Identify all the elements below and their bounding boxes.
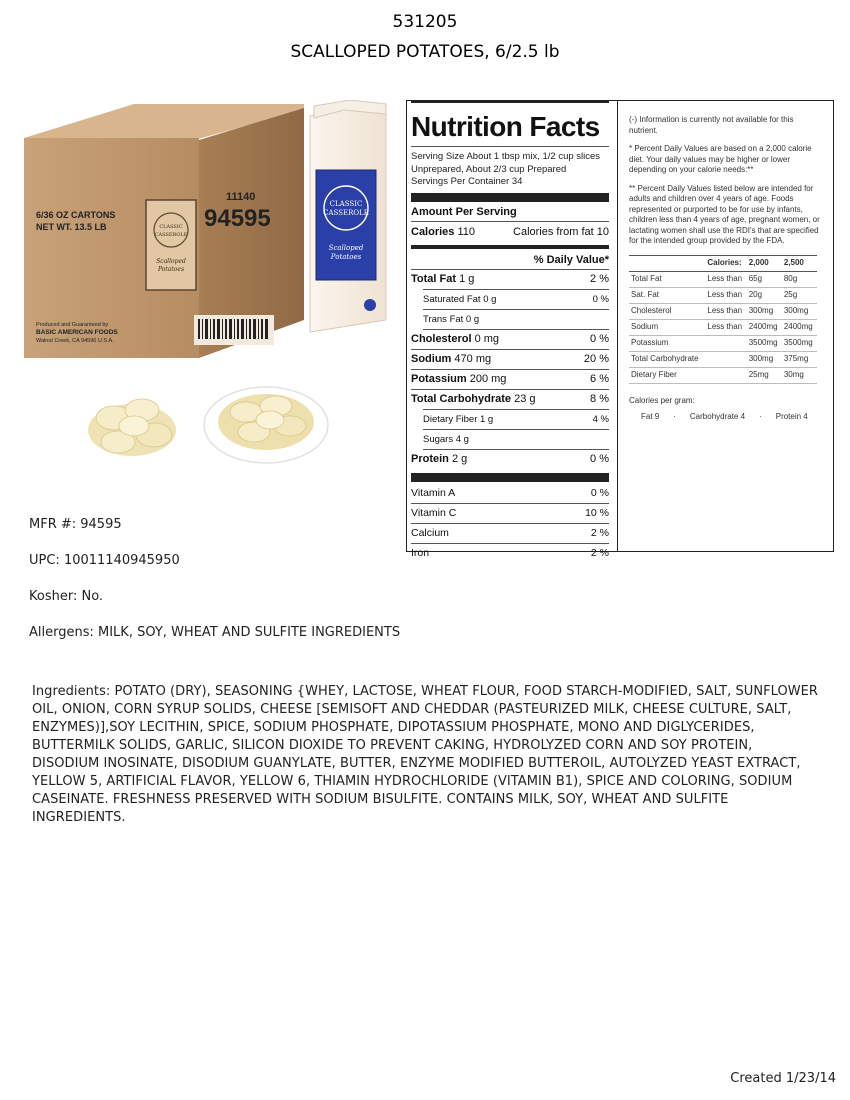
protein-per-gram: Protein 4 bbox=[775, 412, 808, 421]
title-rule bbox=[411, 146, 609, 147]
dv-table-header-cell bbox=[629, 255, 705, 271]
vitamin-label: Vitamin A bbox=[411, 486, 456, 499]
calories-rule bbox=[411, 245, 609, 249]
dv-table-cell: 25mg bbox=[747, 367, 782, 383]
carton-product2: Potatoes bbox=[330, 253, 362, 261]
dv-table-cell bbox=[705, 367, 746, 383]
product-illustration bbox=[14, 100, 400, 480]
carton-product1: Scalloped bbox=[328, 244, 364, 252]
dv-table-cell: 375mg bbox=[782, 351, 817, 367]
serving-prepared: Unprepared, About 2/3 cup Prepared bbox=[411, 163, 567, 175]
dv-table-cell: 30mg bbox=[782, 367, 817, 383]
box-logo-brand1: CLASSIC bbox=[159, 224, 183, 230]
dv-table-cell: 3500mg bbox=[782, 335, 817, 351]
vitamin-row bbox=[411, 524, 609, 543]
dv-table-cell: Cholesterol bbox=[629, 303, 705, 319]
dv-table-header bbox=[629, 255, 817, 271]
nutrient-daily-value: 0 % bbox=[592, 293, 609, 305]
nutrient-row bbox=[411, 270, 609, 289]
calories-label: Calories bbox=[411, 225, 455, 238]
calories-per-gram: Calories per gram: bbox=[629, 395, 695, 405]
box-city: Walnut Creek, CA 94596 U.S.A. bbox=[36, 338, 114, 344]
nutrition-notes bbox=[629, 115, 824, 423]
vitamin-row bbox=[411, 504, 609, 523]
dv-table-cell bbox=[705, 351, 746, 367]
box-logo-brand2: CASSEROLE bbox=[154, 232, 188, 238]
note-daily-values: * Percent Daily Values are based on a 2,000 calorie diet. Your daily values may be higher or lower depending on your calorie needs:** bbox=[629, 144, 812, 174]
nutrient-label: Total Fat bbox=[411, 272, 457, 285]
box-barcode bbox=[194, 315, 274, 345]
nutrient-row bbox=[411, 350, 609, 369]
dv-table-cell: 2400mg bbox=[782, 319, 817, 335]
dv-table-header-cell: Calories: bbox=[705, 255, 746, 271]
nutrient-label: Total Carbohydrate bbox=[411, 392, 512, 405]
nutrient-amount: 2 g bbox=[451, 452, 468, 465]
created-date: Created 1/23/14 bbox=[730, 1071, 836, 1086]
dv-table-cell: Sat. Fat bbox=[629, 287, 705, 303]
amount-per-serving: Amount Per Serving bbox=[411, 205, 517, 218]
nutrient-label: Sugars 4 g bbox=[423, 433, 469, 445]
nutrient-amount: 200 mg bbox=[469, 372, 507, 385]
dv-table-cell: Less than bbox=[705, 287, 746, 303]
nutrient-label: Cholesterol bbox=[411, 332, 472, 345]
nutrient-amount: 1 g bbox=[459, 272, 475, 285]
vitamin-row bbox=[411, 544, 609, 563]
servings-per-container: Servings Per Container 34 bbox=[411, 176, 523, 187]
kosher-status: Kosher: No. bbox=[29, 589, 104, 604]
dv-table-cell: Less than bbox=[705, 319, 746, 335]
nutrient-daily-value: 8 % bbox=[590, 392, 609, 405]
box-product-line2: Potatoes bbox=[157, 266, 185, 273]
vitamin-rows bbox=[411, 484, 609, 563]
box-net-text: NET WT. 13.5 LB bbox=[36, 222, 107, 232]
dv-table-row bbox=[629, 335, 817, 351]
serving-rule bbox=[411, 193, 609, 202]
note-unavailable: (-) Information is currently not available for this nutrient. bbox=[629, 115, 794, 135]
box-pack-text: 6/36 OZ CARTONS bbox=[36, 210, 116, 220]
vitamin-rule bbox=[411, 473, 609, 482]
dv-table-cell: Sodium bbox=[629, 319, 705, 335]
calories-value: 110 bbox=[457, 225, 476, 238]
calories-per-gram-values bbox=[629, 412, 824, 423]
nutrient-row bbox=[411, 330, 609, 349]
nutrition-panel bbox=[406, 100, 834, 559]
nutrient-row bbox=[411, 370, 609, 389]
carb-per-gram: Carbohydrate 4 bbox=[689, 412, 746, 421]
dv-table-cell: Potassium bbox=[629, 335, 705, 351]
nutrient-label: Sodium bbox=[411, 352, 452, 365]
daily-value-table bbox=[629, 255, 817, 384]
dv-table-cell: Less than bbox=[705, 271, 746, 287]
dv-table-cell: 20g bbox=[747, 287, 782, 303]
separator-dot: · bbox=[673, 412, 676, 421]
nutrient-daily-value: 4 % bbox=[592, 413, 609, 425]
dv-table-header-cell: 2,500 bbox=[782, 255, 817, 271]
nutrient-row bbox=[411, 430, 609, 449]
dv-table-cell: Less than bbox=[705, 303, 746, 319]
dv-table-cell: 25g bbox=[782, 287, 817, 303]
box-product-line1: Scalloped bbox=[156, 258, 186, 265]
nutrient-daily-value: 6 % bbox=[590, 372, 609, 385]
item-number: 531205 bbox=[392, 12, 458, 32]
nutrient-label: Potassium bbox=[411, 372, 467, 385]
nutrient-daily-value: 20 % bbox=[583, 352, 609, 365]
box-code-top: 11140 bbox=[226, 191, 256, 203]
dv-table-cell: 80g bbox=[782, 271, 817, 287]
nutrient-amount: 0 mg bbox=[474, 332, 500, 345]
nutrient-label: Saturated Fat 0 g bbox=[423, 293, 497, 305]
dv-table-cell: Total Carbohydrate bbox=[629, 351, 705, 367]
nutrient-daily-value: 0 % bbox=[590, 332, 609, 345]
dv-table-cell: 65g bbox=[747, 271, 782, 287]
dv-table-row bbox=[629, 287, 817, 303]
dv-table-cell bbox=[705, 335, 746, 351]
top-rule bbox=[411, 101, 609, 103]
nutrition-facts-label bbox=[411, 101, 609, 563]
nutrient-daily-value: 0 % bbox=[590, 452, 609, 465]
dv-table-header-cell: 2,000 bbox=[747, 255, 782, 271]
box-company: BASIC AMERICAN FOODS bbox=[36, 329, 118, 336]
nutrient-rows bbox=[411, 270, 609, 469]
potato-pile-left bbox=[88, 399, 176, 456]
nutrient-row bbox=[411, 410, 609, 429]
dv-table-cell: Total Fat bbox=[629, 271, 705, 287]
dv-table-row bbox=[629, 367, 817, 383]
carton-brand2: CASSEROLE bbox=[323, 209, 369, 217]
dv-table-cell: 300mg bbox=[747, 303, 782, 319]
dv-table-cell: 2400mg bbox=[747, 319, 782, 335]
nutrient-row bbox=[411, 290, 609, 309]
box-produced-by: Produced and Guaranteed by bbox=[36, 322, 109, 328]
potato-bowl bbox=[204, 387, 328, 463]
dv-table-cell: Dietary Fiber bbox=[629, 367, 705, 383]
separator-dot: · bbox=[759, 412, 762, 421]
box-code: 94595 bbox=[204, 205, 271, 232]
vitamin-daily-value: 10 % bbox=[585, 506, 609, 519]
ingredients-text: Ingredients: POTATO (DRY), SEASONING {WHEY, LACTOSE, WHEAT FLOUR, FOOD STARCH-MODIFIED, SALT, SUNFLOWER OIL, ONION, CORN SYRUP SOLIDS, CHEESE [SEMISOFT AND CHEDDAR (PASTEURIZED MILK, CHEESE CULTURE, SALT, ENZYMES)],SOY LECITHIN, SPICE, SODIUM PHOSPHATE, DIPOTASSIUM PHOSPHATE, MONO AND DIGLYCERIDES, BUTTERMILK SOLIDS, GARLIC, SILICON DIOXIDE TO PREVENT CAKING, HYDROLYZED CORN AND SOY PROTEIN, DISODIUM INOSINATE, DISODIUM GUANYLATE, BUTTER, ENZYME MODIFIED BUTTEROIL, AUTOLYZED YEAST EXTRACT, YELLOW 5, ARTIFICIAL FLAVOR, YELLOW 6, THIAMIN HYDROCHLORIDE (VITAMIN B1), SPICE AND COLORING, SODIUM CASEINATE. FRESHNESS PRESERVED WITH SODIUM BISULFITE. CONTAINS MILK, SOY, WHEAT AND SULFITE INGREDIENTS. bbox=[32, 684, 819, 825]
nutrient-daily-value: 2 % bbox=[590, 272, 609, 285]
daily-value-header: % Daily Value* bbox=[533, 253, 609, 266]
vitamin-label: Iron bbox=[411, 546, 430, 559]
nutrition-facts-title: Nutrition Facts bbox=[411, 111, 600, 142]
nutrient-row bbox=[411, 390, 609, 409]
mfr-number: MFR #: 94595 bbox=[29, 517, 122, 532]
carton-dot bbox=[364, 299, 376, 311]
allergens: Allergens: MILK, SOY, WHEAT AND SULFITE INGREDIENTS bbox=[29, 625, 401, 640]
dv-table-cell: 300mg bbox=[747, 351, 782, 367]
vitamin-label: Calcium bbox=[411, 526, 449, 539]
nutrient-amount: 470 mg bbox=[454, 352, 492, 365]
carton-brand1: CLASSIC bbox=[329, 200, 363, 208]
vitamin-daily-value: 2 % bbox=[590, 546, 609, 559]
dv-table-row bbox=[629, 271, 817, 287]
dv-table-cell: 3500mg bbox=[747, 335, 782, 351]
upc-code: UPC: 10011140945950 bbox=[29, 553, 180, 568]
nutrient-label: Dietary Fiber 1 g bbox=[423, 413, 494, 425]
nutrient-label: Trans Fat 0 g bbox=[423, 313, 480, 325]
dv-table-cell: 300mg bbox=[782, 303, 817, 319]
serving-size: Serving Size About 1 tbsp mix, 1/2 cup slices bbox=[411, 151, 601, 162]
vitamin-daily-value: 2 % bbox=[590, 526, 609, 539]
dv-table-row bbox=[629, 351, 817, 367]
dv-table-row bbox=[629, 303, 817, 319]
nutrient-amount: 23 g bbox=[514, 392, 536, 405]
product-title: SCALLOPED POTATOES, 6/2.5 lb bbox=[290, 42, 560, 62]
vitamin-label: Vitamin C bbox=[411, 506, 457, 519]
panel-divider bbox=[617, 101, 618, 551]
calories-row bbox=[411, 222, 609, 242]
calories-from-fat: Calories from fat 10 bbox=[513, 225, 609, 238]
vitamin-row bbox=[411, 484, 609, 503]
dv-table-row bbox=[629, 319, 817, 335]
nutrient-label: Protein bbox=[411, 452, 449, 465]
nutrient-row bbox=[411, 450, 609, 469]
product-photo bbox=[14, 100, 400, 480]
fat-per-gram: Fat 9 bbox=[641, 412, 660, 421]
nutrient-row bbox=[411, 310, 609, 329]
note-age: ** Percent Daily Values listed below are intended for adults and children over 4 years of age. Foods represented or purported to be for use by infants, children less than 4 years of age, pregnant women, or lactating women shall use the RDI's that are specified for the intended group provided by the FDA. bbox=[629, 183, 820, 245]
vitamin-daily-value: 0 % bbox=[590, 486, 609, 499]
